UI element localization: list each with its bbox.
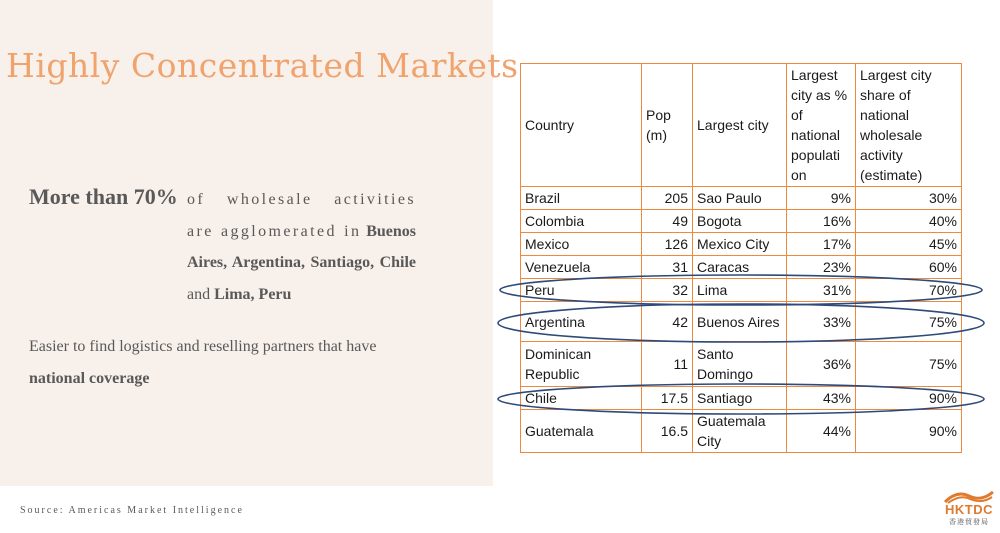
cell-country: Dominican Republic <box>521 342 642 387</box>
cell-wholesale-share: 70% <box>856 279 962 302</box>
cell-pop: 11 <box>642 342 693 387</box>
lead-and: and <box>187 285 211 303</box>
cell-pop: 31 <box>642 256 693 279</box>
cell-largest-city: Guatemala City <box>693 410 787 453</box>
cell-wholesale-share: 40% <box>856 210 962 233</box>
cell-pop: 16.5 <box>642 410 693 453</box>
data-table <box>520 63 962 453</box>
table-row <box>521 210 962 233</box>
cell-wholesale-share: 75% <box>856 302 962 342</box>
cell-country: Argentina <box>521 302 642 342</box>
cell-city-pop-share: 17% <box>787 233 856 256</box>
header-country: Country <box>521 64 642 187</box>
note-text <box>29 331 389 394</box>
cell-city-pop-share: 44% <box>787 410 856 453</box>
cell-pop: 49 <box>642 210 693 233</box>
logo-text: HKTDC <box>945 502 993 517</box>
logo-subtext: 香港貿發局 <box>949 518 989 526</box>
cell-city-pop-share: 36% <box>787 342 856 387</box>
cell-city-pop-share: 16% <box>787 210 856 233</box>
lead-text <box>187 184 416 310</box>
table-body <box>521 187 962 453</box>
hktdc-logo <box>942 488 996 530</box>
cell-pop: 42 <box>642 302 693 342</box>
header-city-pop-share: Largest city as % of national populati on <box>787 64 856 187</box>
lead-city2: Santiago, Chile <box>310 254 417 271</box>
header-pop: Pop (m) <box>642 64 693 187</box>
cell-country: Colombia <box>521 210 642 233</box>
cell-pop: 126 <box>642 233 693 256</box>
header-largest-city: Largest city <box>693 64 787 187</box>
cell-pop: 32 <box>642 279 693 302</box>
cell-city-pop-share: 23% <box>787 256 856 279</box>
source-citation: Source: Americas Market Intelligence <box>20 505 244 516</box>
cell-wholesale-share: 45% <box>856 233 962 256</box>
cell-largest-city: Santo Domingo <box>693 342 787 387</box>
cell-largest-city: Mexico City <box>693 233 787 256</box>
cell-country: Venezuela <box>521 256 642 279</box>
table-row <box>521 256 962 279</box>
cell-country: Chile <box>521 387 642 410</box>
cell-wholesale-share: 90% <box>856 410 962 453</box>
header-wholesale-share: Largest city share of national wholesale activity (estimate) <box>856 64 962 187</box>
note-strong: national coverage <box>29 369 150 387</box>
cell-city-pop-share: 33% <box>787 302 856 342</box>
cell-pop: 17.5 <box>642 387 693 410</box>
cell-country: Brazil <box>521 187 642 210</box>
table-row <box>521 279 962 302</box>
cell-largest-city: Santiago <box>693 387 787 410</box>
cell-city-pop-share: 43% <box>787 387 856 410</box>
cell-wholesale-share: 90% <box>856 387 962 410</box>
cell-wholesale-share: 60% <box>856 256 962 279</box>
cell-country: Peru <box>521 279 642 302</box>
table-row <box>521 187 962 210</box>
cell-city-pop-share: 9% <box>787 187 856 210</box>
cell-wholesale-share: 75% <box>856 342 962 387</box>
table-row <box>521 233 962 256</box>
note-body: Easier to find logistics and reselling partners that have <box>29 338 377 355</box>
cell-largest-city: Sao Paulo <box>693 187 787 210</box>
lead-highlight: More than 70% <box>29 184 178 209</box>
table-row <box>521 302 962 342</box>
cell-country: Guatemala <box>521 410 642 453</box>
lead-city1: Buenos Aires, Argentina, <box>187 222 417 271</box>
cell-largest-city: Lima <box>693 279 787 302</box>
table-header-row <box>521 64 962 187</box>
cell-largest-city: Bogota <box>693 210 787 233</box>
cell-largest-city: Buenos Aires <box>693 302 787 342</box>
table-row <box>521 387 962 410</box>
lead-part1: of wholesale activities are agglomerated in <box>187 191 416 240</box>
cell-pop: 205 <box>642 187 693 210</box>
page-title: Highly Concentrated Markets <box>6 46 519 85</box>
table-row <box>521 410 962 453</box>
table-row <box>521 342 962 387</box>
cell-largest-city: Caracas <box>693 256 787 279</box>
lead-city3: Lima, Peru <box>214 285 292 303</box>
cell-wholesale-share: 30% <box>856 187 962 210</box>
cell-city-pop-share: 31% <box>787 279 856 302</box>
cell-country: Mexico <box>521 233 642 256</box>
